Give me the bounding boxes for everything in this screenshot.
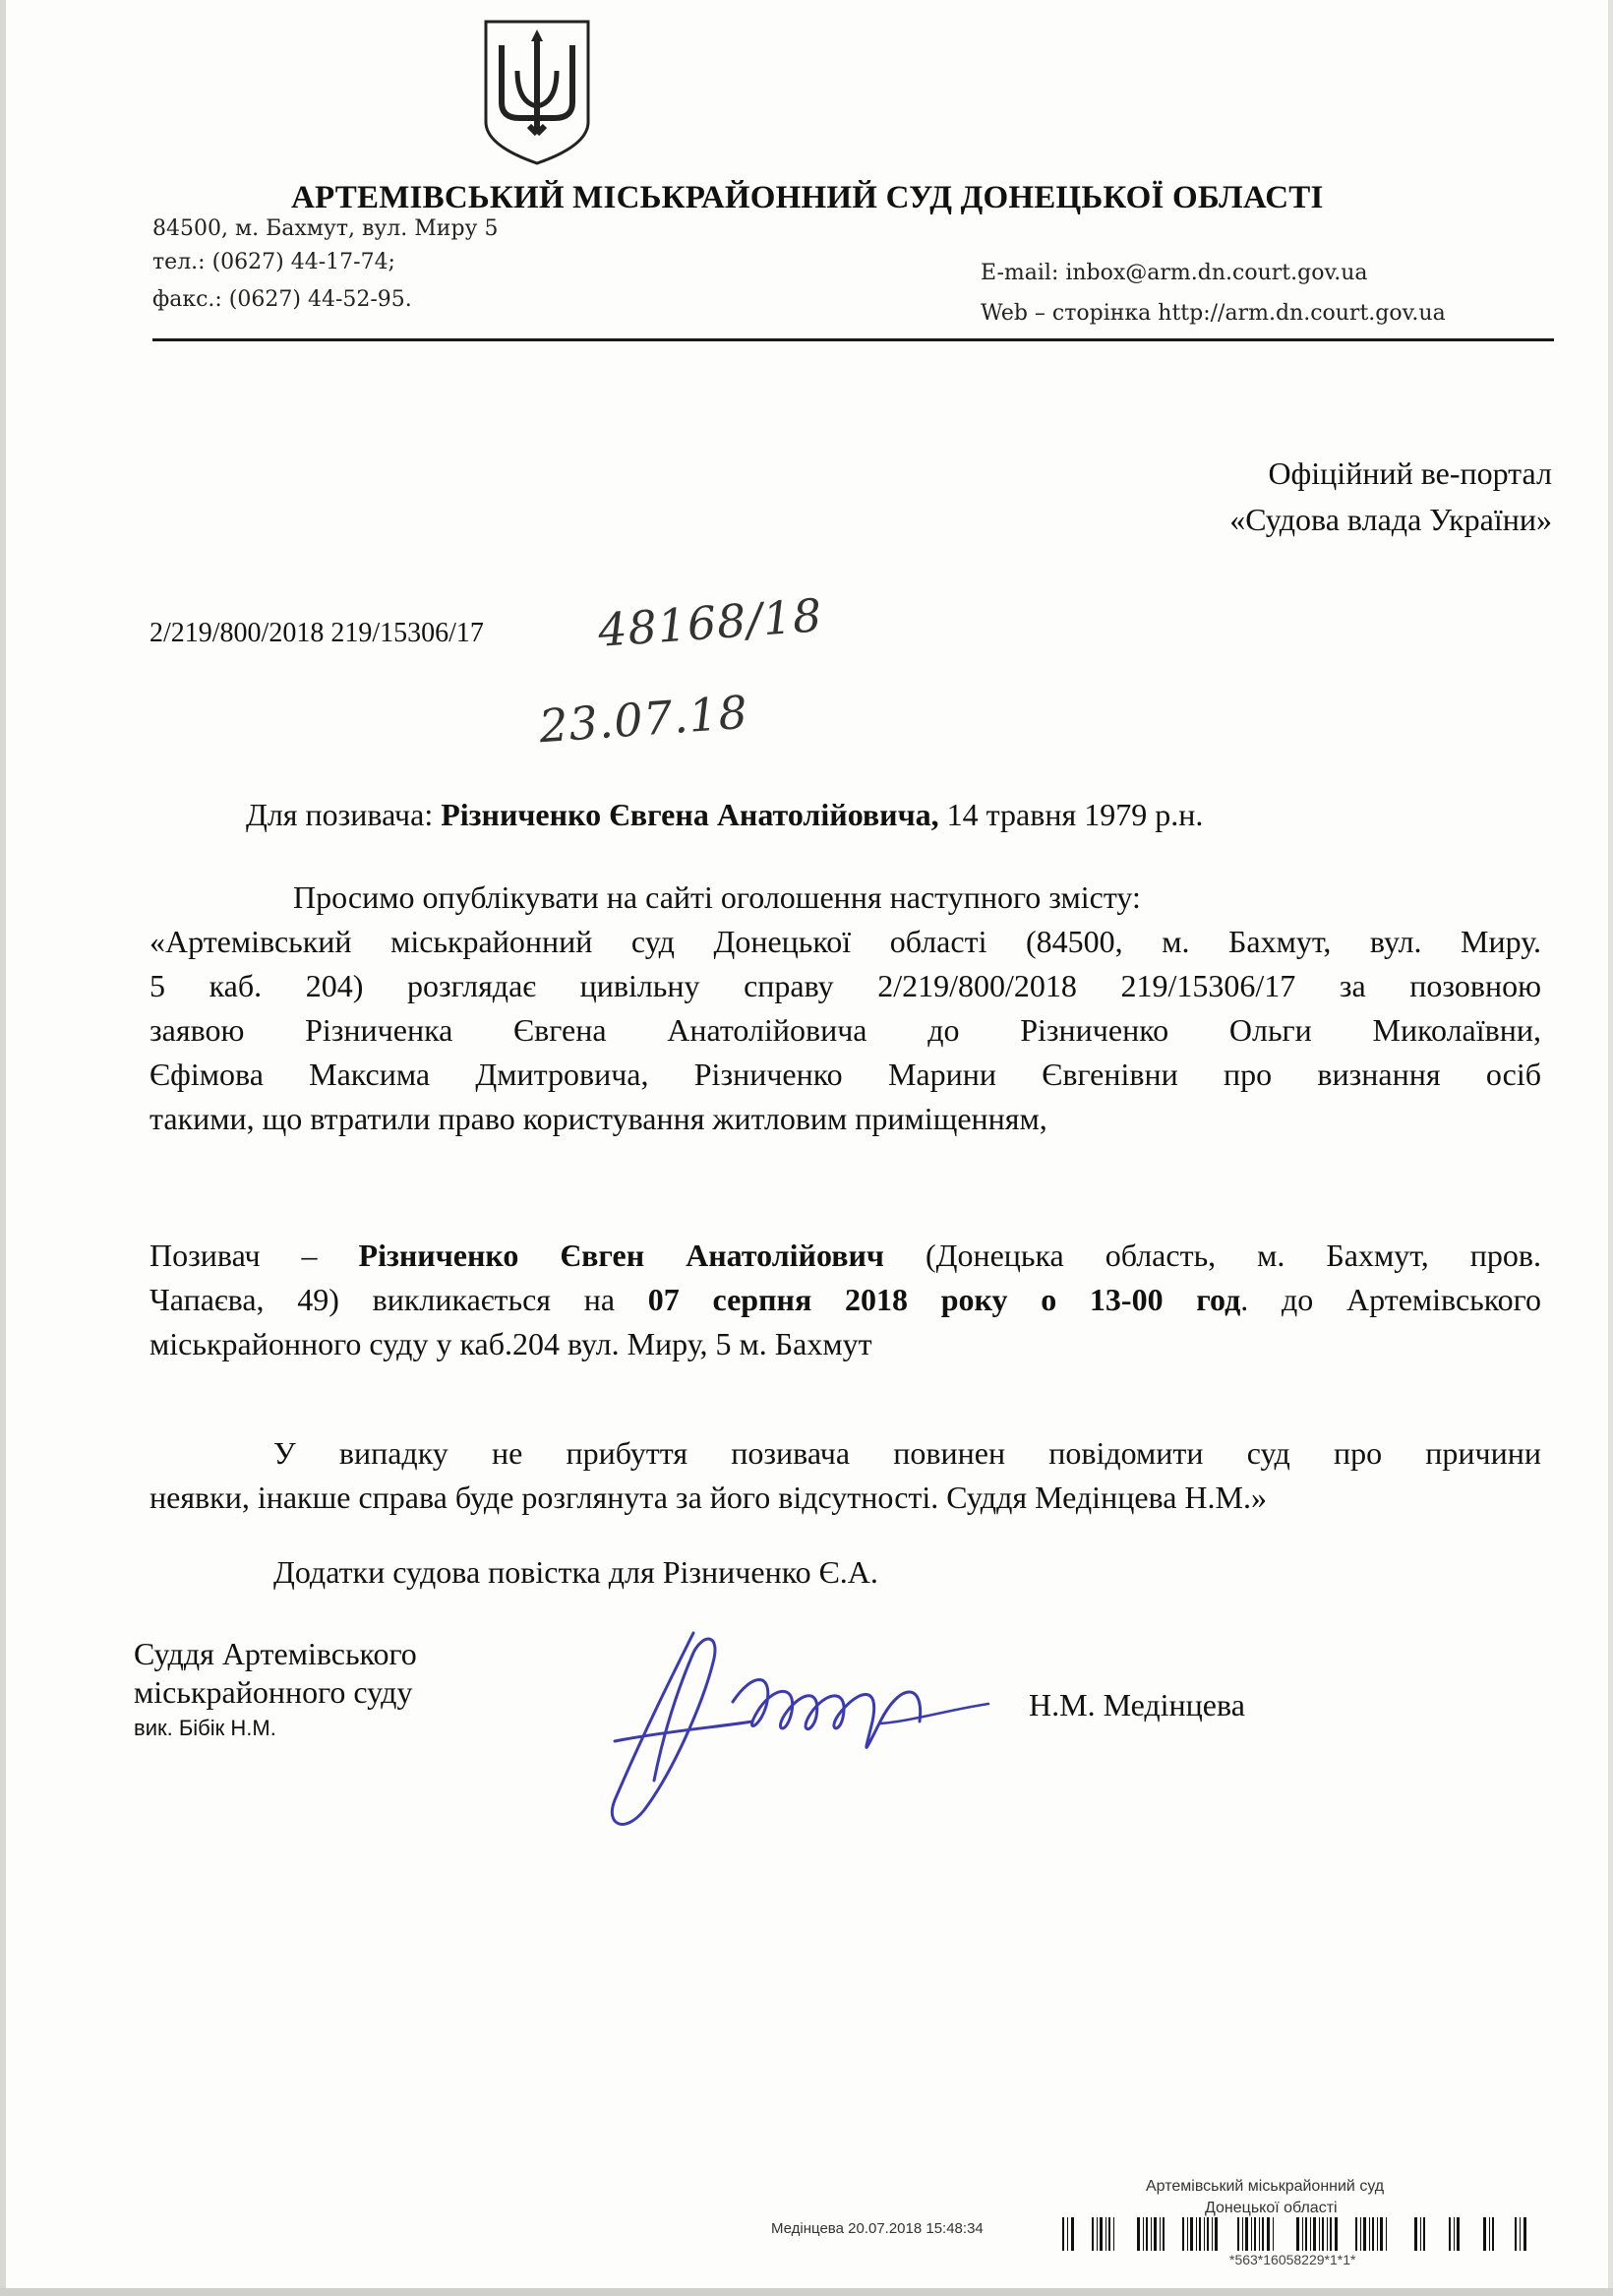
barcode-number: *563*16058229*1*1* xyxy=(1229,2252,1356,2267)
scan-edge-bottom xyxy=(0,2288,1613,2296)
stamp-region: Донецької області xyxy=(1205,2200,1338,2216)
summons-text: Чапаєва, 49) викликається на xyxy=(149,1282,616,1317)
handwritten-date: 23.07.18 xyxy=(537,685,750,754)
announcement-line: такими, що втратили право користування житловим приміщенням, xyxy=(149,1101,1047,1136)
recipient-line-1: Офіційний ве-портал xyxy=(1268,455,1552,491)
announcement-line: «Артемівський міськрайонний суд Донецької області (84500, м. Бахмут, вул. Миру. xyxy=(149,924,1541,959)
plaintiff-line xyxy=(246,797,1203,833)
case-numbers: 2/219/800/2018 219/15306/17 xyxy=(149,618,484,648)
court-email: E-mail: inbox@arm.dn.court.gov.ua xyxy=(981,261,1368,285)
scan-edge-left xyxy=(0,0,6,2296)
judge-title-1: Суддя Артемівського xyxy=(134,1636,417,1671)
summons-text: . до Артемівського xyxy=(1240,1282,1541,1317)
plaintiff-birth: 14 травня 1979 р.н. xyxy=(946,797,1204,832)
court-phone: тел.: (0627) 44-17-74; xyxy=(152,250,395,274)
summons-plaintiff: Різниченко Євген Анатолійович xyxy=(358,1238,884,1273)
summons-label: Позивач – xyxy=(149,1238,318,1273)
plaintiff-prefix: Для позивача: xyxy=(246,797,434,832)
executor-name: вик. Бібік Н.М. xyxy=(134,1716,276,1740)
court-fax: факс.: (0627) 44-52-95. xyxy=(152,287,412,312)
announcement-line: Просимо опублікувати на сайті оголошення наступного змісту: xyxy=(293,879,1141,915)
absence-line: У випадку не прибуття позивача повинен повідомити суд про причини xyxy=(273,1435,1541,1471)
stamp-organization: Артемівський міськрайонний суд xyxy=(1146,2178,1385,2195)
header-divider xyxy=(152,338,1554,341)
attachment-note: Додатки судова повістка для Різниченко Є.А. xyxy=(273,1554,878,1590)
summons-line xyxy=(149,1278,1541,1322)
summons-line: міськрайонного суду у каб.204 вул. Миру, 5 м. Бахмут xyxy=(149,1326,872,1361)
court-name: АРТЕМІВСЬКИЙ МІСЬКРАЙОННИЙ СУД ДОНЕЦЬКОЇ ОБЛАСТІ xyxy=(291,180,1324,215)
absence-paragraph xyxy=(149,1431,1541,1520)
summons-line xyxy=(149,1234,1541,1278)
hearing-datetime: 07 серпня 2018 року о 13-00 год xyxy=(647,1282,1241,1317)
coat-of-arms-icon xyxy=(480,16,594,167)
absence-line: неявки, інакше справа буде розглянута за його відсутності. Суддя Медінцева Н.М.» xyxy=(149,1480,1267,1515)
plaintiff-name: Різниченко Євгена Анатолійовича, xyxy=(441,797,939,832)
scan-edge-right xyxy=(1608,0,1613,2296)
summons-address: (Донецька область, м. Бахмут, пров. xyxy=(925,1238,1542,1273)
stamp-registration-info: Медінцева 20.07.2018 15:48:34 xyxy=(771,2220,984,2237)
summons-paragraph xyxy=(149,1234,1541,1366)
announcement-paragraph xyxy=(149,876,1541,1141)
announcement-line: Єфімова Максима Дмитровича, Різниченко Марини Євгенівни про визнання осіб xyxy=(149,1057,1541,1092)
announcement-line: заявою Різниченка Євгена Анатолійовича до Різниченко Ольги Миколаївни, xyxy=(149,1012,1541,1048)
registration-barcode xyxy=(1060,2217,1532,2251)
judge-title-2: міськрайонного суду xyxy=(134,1674,413,1710)
announcement-line: 5 каб. 204) розглядає цивільну справу 2/219/800/2018 219/15306/17 за позовною xyxy=(149,968,1541,1003)
recipient-line-2: «Судова влада України» xyxy=(1229,502,1552,537)
court-address: 84500, м. Бахмут, вул. Миру 5 xyxy=(152,216,499,241)
handwritten-reference: 48168/18 xyxy=(596,588,824,657)
court-website: Web – сторінка http://arm.dn.court.gov.ua xyxy=(981,301,1446,326)
handwritten-signature xyxy=(585,1613,998,1849)
signer-name: Н.М. Медінцева xyxy=(1029,1687,1245,1722)
